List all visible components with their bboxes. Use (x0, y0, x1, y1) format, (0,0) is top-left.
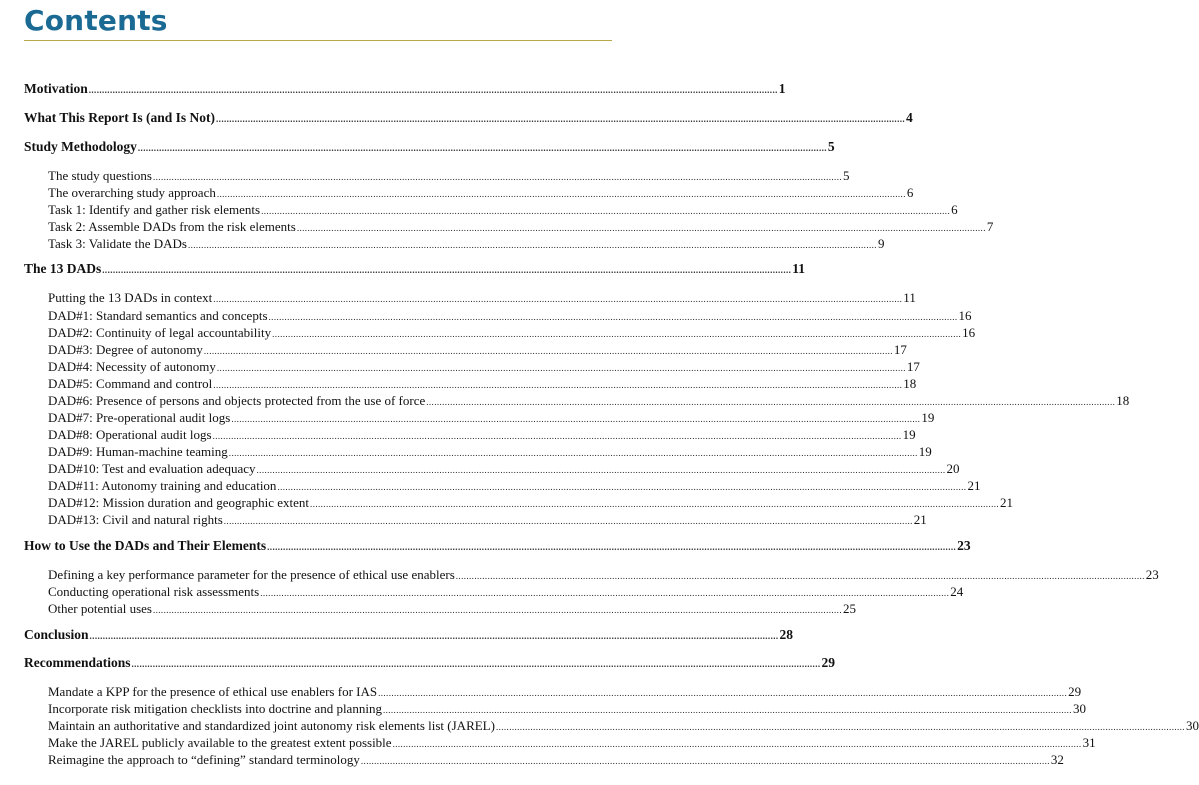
toc-dot-leader: .................................................................................................................................................................................................................................................................... (378, 688, 1068, 698)
toc-page-number: 21 (967, 478, 981, 493)
title-rule (24, 40, 612, 41)
toc-entry-title: DAD#9: Human-machine teaming (48, 444, 228, 459)
toc-subsection-entry[interactable] (48, 701, 1086, 717)
toc-subsection-entry[interactable] (48, 410, 935, 426)
toc-subsection-entry[interactable] (48, 444, 932, 460)
toc-page-number: 4 (906, 110, 913, 125)
toc-entry-title: DAD#2: Continuity of legal accountability (48, 325, 272, 340)
toc-subsection-entry[interactable] (48, 290, 916, 306)
toc-dot-leader: .................................................................................................................................................................................................................................................................... (495, 722, 1185, 732)
toc-entry-title: How to Use the DADs and Their Elements (24, 538, 267, 553)
toc-subsection-entry[interactable] (48, 512, 927, 528)
toc-entry-title: Study Methodology (24, 139, 137, 154)
toc-page-number: 18 (1116, 393, 1130, 408)
toc-entry-title: Reimagine the approach to “defining” standard terminology (48, 752, 360, 767)
toc-entry-title: DAD#8: Operational audit logs (48, 427, 212, 442)
toc-dot-leader: .................................................................................................................................................................................................................................................................... (137, 143, 827, 153)
toc-page-number: 7 (986, 219, 994, 234)
toc-subsection-entry[interactable] (48, 684, 1082, 700)
toc-entry-title: The 13 DADs (24, 261, 102, 276)
toc-page-number: 24 (950, 584, 964, 599)
toc-entry-title: DAD#5: Command and control (48, 376, 213, 391)
toc-dot-leader: .................................................................................................................................................................................................................................................................... (152, 605, 842, 615)
toc-page-number: 17 (906, 359, 920, 374)
toc-page-number: 29 (821, 655, 835, 670)
toc-entry-title: The study questions (48, 168, 152, 183)
toc-page-number: 19 (918, 444, 932, 459)
toc-dot-leader: .................................................................................................................................................................................................................................................................... (203, 346, 893, 356)
toc-entry-title: The overarching study approach (48, 185, 216, 200)
toc-entry-title: DAD#7: Pre-operational audit logs (48, 410, 231, 425)
toc-dot-leader: .................................................................................................................................................................................................................................................................... (231, 414, 921, 424)
toc-subsection-entry[interactable] (48, 185, 914, 201)
toc-page-number: 5 (827, 139, 835, 154)
toc-dot-leader: .................................................................................................................................................................................................................................................................... (213, 294, 903, 304)
toc-page-number: 5 (843, 168, 850, 183)
toc-page-number: 30 (1185, 718, 1199, 733)
toc-dot-leader: .................................................................................................................................................................................................................................................................... (260, 588, 950, 598)
toc-entry-title: DAD#13: Civil and natural rights (48, 512, 223, 527)
toc-dot-leader: .................................................................................................................................................................................................................................................................... (228, 448, 918, 458)
toc-subsection-entry[interactable] (48, 393, 1130, 409)
toc-section-entry[interactable] (24, 538, 971, 554)
toc-entry-title: Other potential uses (48, 601, 152, 616)
toc-subsection-entry[interactable] (48, 735, 1096, 751)
toc-subsection-entry[interactable] (48, 325, 976, 341)
toc-dot-leader: .................................................................................................................................................................................................................................................................... (89, 631, 779, 641)
toc-entry-title: Motivation (24, 81, 88, 96)
toc-subsection-entry[interactable] (48, 168, 850, 184)
toc-entry-title: What This Report Is (and Is Not) (24, 110, 216, 125)
toc-subsection-entry[interactable] (48, 308, 972, 324)
toc-page-number: 6 (906, 185, 914, 200)
toc-dot-leader: .................................................................................................................................................................................................................................................................... (268, 312, 958, 322)
page-title: Contents (24, 4, 168, 37)
toc-dot-leader: .................................................................................................................................................................................................................................................................... (223, 516, 913, 526)
toc-subsection-entry[interactable] (48, 478, 981, 494)
toc-dot-leader: .................................................................................................................................................................................................................................................................... (267, 542, 957, 552)
toc-dot-leader: .................................................................................................................................................................................................................................................................... (392, 739, 1082, 749)
toc-entry-title: Putting the 13 DADs in context (48, 290, 213, 305)
toc-page-number: 9 (877, 236, 885, 251)
toc-entry-title: Task 1: Identify and gather risk elements (48, 202, 261, 217)
toc-subsection-entry[interactable] (48, 359, 920, 375)
toc-entry-title: DAD#1: Standard semantics and concepts (48, 308, 268, 323)
toc-entry-title: Task 3: Validate the DADs (48, 236, 187, 251)
toc-entry-title: DAD#12: Mission duration and geographic extent (48, 495, 310, 510)
toc-subsection-entry[interactable] (48, 601, 856, 617)
toc-subsection-entry[interactable] (48, 495, 1014, 511)
toc-entry-title: DAD#6: Presence of persons and objects protected from the use of force (48, 393, 426, 408)
toc-page-number: 20 (946, 461, 960, 476)
toc-entry-title: Incorporate risk mitigation checklists into doctrine and planning (48, 701, 382, 716)
toc-dot-leader: .................................................................................................................................................................................................................................................................... (216, 114, 906, 124)
toc-page-number: 28 (779, 627, 794, 642)
toc-entry-title: DAD#11: Autonomy training and education (48, 478, 277, 493)
toc-page-number: 11 (903, 290, 916, 305)
toc-entry-title: Mandate a KPP for the presence of ethical use enablers for IAS (48, 684, 378, 699)
toc-entry-title: Defining a key performance parameter for the presence of ethical use enablers (48, 567, 455, 582)
toc-section-entry[interactable] (24, 81, 786, 97)
toc-dot-leader: .................................................................................................................................................................................................................................................................... (360, 756, 1050, 766)
toc-subsection-entry[interactable] (48, 461, 960, 477)
toc-page-number: 23 (957, 538, 971, 553)
toc-page-number: 30 (1072, 701, 1086, 716)
toc-subsection-entry[interactable] (48, 202, 958, 218)
toc-section-entry[interactable] (24, 655, 835, 671)
toc-subsection-entry[interactable] (48, 584, 964, 600)
toc-entry-title: DAD#3: Degree of autonomy (48, 342, 203, 357)
toc-subsection-entry[interactable] (48, 376, 917, 392)
toc-subsection-entry[interactable] (48, 718, 1199, 734)
toc-page-number: 1 (778, 81, 786, 96)
toc-dot-leader: .................................................................................................................................................................................................................................................................... (102, 265, 792, 275)
toc-subsection-entry[interactable] (48, 236, 885, 252)
toc-entry-title: Conducting operational risk assessments (48, 584, 260, 599)
toc-entry-title: DAD#10: Test and evaluation adequacy (48, 461, 256, 476)
toc-dot-leader: .................................................................................................................................................................................................................................................................... (216, 189, 906, 199)
toc-dot-leader: .................................................................................................................................................................................................................................................................... (88, 85, 778, 95)
toc-subsection-entry[interactable] (48, 752, 1064, 768)
toc-dot-leader: .................................................................................................................................................................................................................................................................... (187, 240, 877, 250)
toc-entry-title: Maintain an authoritative and standardized joint autonomy risk elements list (JAREL) (48, 718, 495, 733)
toc-page-number: 19 (902, 427, 916, 442)
toc-section-entry[interactable] (24, 139, 835, 155)
toc-page-number: 32 (1050, 752, 1064, 767)
toc-dot-leader: .................................................................................................................................................................................................................................................................... (216, 363, 906, 373)
toc-page-number: 17 (893, 342, 907, 357)
toc-dot-leader: .................................................................................................................................................................................................................................................................... (261, 206, 951, 216)
toc-dot-leader: .................................................................................................................................................................................................................................................................... (310, 499, 1000, 509)
toc-page-number: 29 (1068, 684, 1082, 699)
toc-entry-title: Make the JAREL publicly available to the greatest extent possible (48, 735, 392, 750)
toc-dot-leader: .................................................................................................................................................................................................................................................................... (426, 397, 1116, 407)
toc-page-number: 16 (958, 308, 972, 323)
toc-page-number: 21 (913, 512, 927, 527)
toc-subsection-entry[interactable] (48, 567, 1159, 583)
toc-page-number: 21 (1000, 495, 1014, 510)
toc-entry-title: Task 2: Assemble DADs from the risk elements (48, 219, 296, 234)
toc-page-number: 19 (921, 410, 935, 425)
toc-dot-leader: .................................................................................................................................................................................................................................................................... (256, 465, 946, 475)
toc-page-number: 25 (842, 601, 856, 616)
toc-dot-leader: .................................................................................................................................................................................................................................................................... (277, 482, 967, 492)
toc-page-number: 6 (951, 202, 958, 217)
toc-entry-title: Recommendations (24, 655, 131, 670)
toc-section-entry[interactable] (24, 627, 794, 643)
toc-page-number: 11 (792, 261, 806, 276)
toc-dot-leader: .................................................................................................................................................................................................................................................................... (213, 380, 903, 390)
toc-subsection-entry[interactable] (48, 219, 994, 235)
toc-dot-leader: .................................................................................................................................................................................................................................................................... (212, 431, 902, 441)
toc-entry-title: Conclusion (24, 627, 89, 642)
toc-page-number: 23 (1145, 567, 1159, 582)
toc-subsection-entry[interactable] (48, 342, 907, 358)
toc-page-number: 31 (1082, 735, 1096, 750)
toc-dot-leader: .................................................................................................................................................................................................................................................................... (296, 223, 986, 233)
toc-dot-leader: .................................................................................................................................................................................................................................................................... (272, 329, 962, 339)
toc-dot-leader: .................................................................................................................................................................................................................................................................... (382, 705, 1072, 715)
toc-page-number: 18 (903, 376, 917, 391)
toc-dot-leader: .................................................................................................................................................................................................................................................................... (455, 571, 1145, 581)
toc-dot-leader: .................................................................................................................................................................................................................................................................... (131, 659, 821, 669)
toc-dot-leader: .................................................................................................................................................................................................................................................................... (153, 172, 842, 182)
toc-entry-title: DAD#4: Necessity of autonomy (48, 359, 216, 374)
toc-page-number: 16 (962, 325, 976, 340)
toc-section-entry[interactable] (24, 110, 913, 126)
toc-subsection-entry[interactable] (48, 427, 916, 443)
toc-section-entry[interactable] (24, 261, 806, 277)
